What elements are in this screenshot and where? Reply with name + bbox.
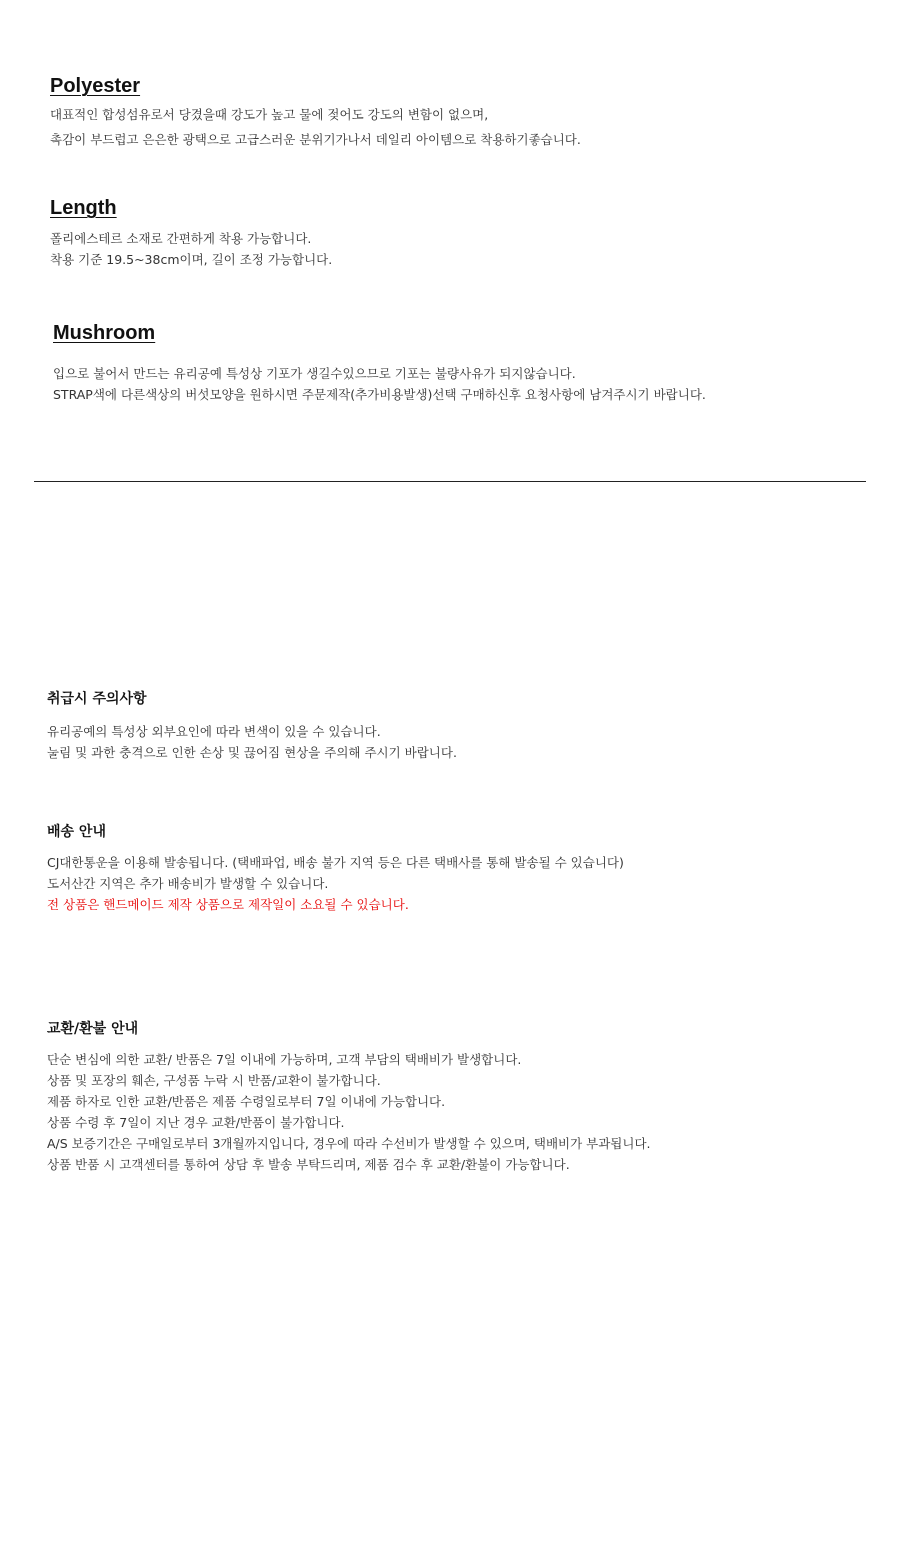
exchange-line-5: A/S 보증기간은 구매일로부터 3개월까지입니다, 경우에 따라 수선비가 발생할 수 있으며, 택배비가 부과됩니다. bbox=[47, 1136, 651, 1151]
care-section bbox=[47, 689, 457, 763]
mushroom-heading: Mushroom bbox=[53, 322, 156, 344]
mushroom-line-2: STRAP색에 다른색상의 버섯모양을 원하시면 주문제작(추가비용발생)선택 구매하신후 요청사항에 남겨주시기 바랍니다. bbox=[53, 387, 706, 402]
polyester-line-1: 대표적인 합성섬유로서 당겼을때 강도가 높고 물에 젖어도 강도의 변함이 없으며, bbox=[50, 107, 489, 122]
length-line-2: 착용 기준 19.5~38cm이며, 길이 조정 가능합니다. bbox=[50, 252, 333, 267]
mushroom-line-1: 입으로 불어서 만드는 유리공예 특성상 기포가 생길수있으므로 기포는 불량사유가 되지않습니다. bbox=[53, 366, 576, 381]
length-section bbox=[50, 196, 332, 270]
polyester-section bbox=[50, 74, 581, 150]
length-line-1: 폴리에스테르 소재로 간편하게 착용 가능합니다. bbox=[50, 231, 312, 246]
shipping-line-1: CJ대한통운을 이용해 발송됩니다. (택배파업, 배송 불가 지역 등은 다른 택배사를 통해 발송될 수 있습니다) bbox=[47, 855, 624, 870]
care-line-2: 눌림 및 과한 충격으로 인한 손상 및 끊어짐 현상을 주의해 주시기 바랍니다. bbox=[47, 745, 457, 760]
shipping-line-2: 도서산간 지역은 추가 배송비가 발생할 수 있습니다. bbox=[47, 876, 329, 891]
exchange-line-4: 상품 수령 후 7일이 지난 경우 교환/반품이 불가합니다. bbox=[47, 1115, 345, 1130]
exchange-heading: 교환/환불 안내 bbox=[47, 1021, 139, 1037]
section-divider bbox=[34, 481, 866, 482]
exchange-section bbox=[47, 1019, 651, 1175]
exchange-line-1: 단순 변심에 의한 교환/ 반품은 7일 이내에 가능하며, 고객 부담의 택배비가 발생합니다. bbox=[47, 1052, 522, 1067]
exchange-line-2: 상품 및 포장의 훼손, 구성품 누락 시 반품/교환이 불가합니다. bbox=[47, 1073, 381, 1088]
length-heading: Length bbox=[50, 197, 117, 219]
mushroom-section bbox=[53, 321, 706, 405]
care-heading: 취급시 주의사항 bbox=[47, 691, 147, 707]
shipping-heading: 배송 안내 bbox=[47, 824, 106, 840]
exchange-line-3: 제품 하자로 인한 교환/반품은 제품 수령일로부터 7일 이내에 가능합니다. bbox=[47, 1094, 446, 1109]
exchange-line-6: 상품 반품 시 고객센터를 통하여 상담 후 발송 부탁드리며, 제품 검수 후 교환/환불이 가능합니다. bbox=[47, 1157, 570, 1172]
polyester-heading: Polyester bbox=[50, 75, 141, 97]
shipping-notice: 전 상품은 핸드메이드 제작 상품으로 제작일이 소요될 수 있습니다. bbox=[47, 897, 409, 912]
shipping-section bbox=[47, 822, 624, 915]
polyester-line-2: 촉감이 부드럽고 은은한 광택으로 고급스러운 분위기가나서 데일리 아이템으로 착용하기좋습니다. bbox=[50, 132, 581, 147]
care-line-1: 유리공예의 특성상 외부요인에 따라 변색이 있을 수 있습니다. bbox=[47, 724, 381, 739]
